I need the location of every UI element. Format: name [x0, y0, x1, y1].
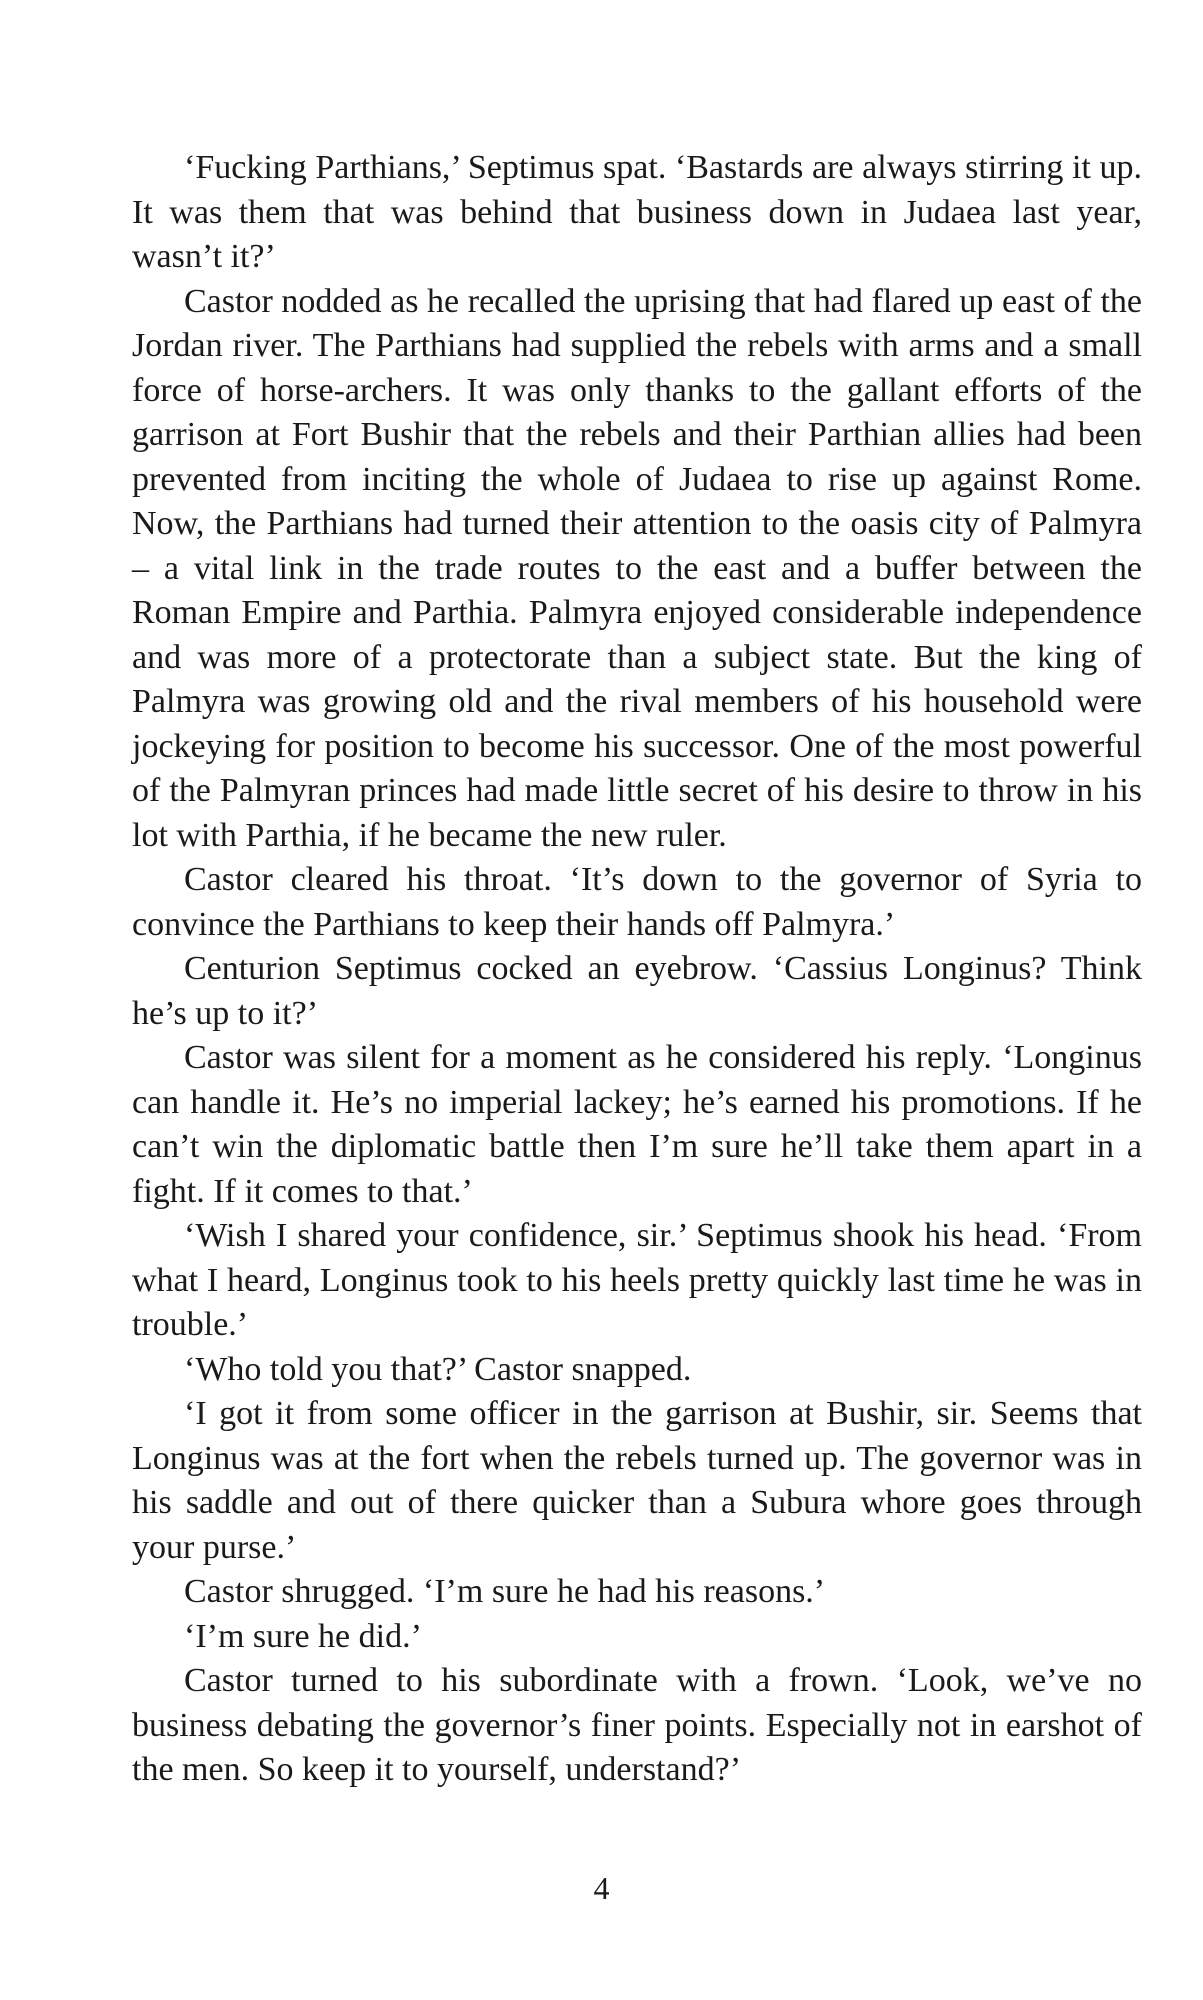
body-text: [132, 146, 1142, 1793]
paragraph: Castor shrugged. ‘I’m sure he had his reasons.’: [184, 1573, 826, 1610]
paragraph: ‘Who told you that?’ Castor snapped.: [184, 1350, 692, 1388]
paragraph: ‘Fucking Parthians,’ Septimus spat. ‘Bastards are always stirring it up. It was them that was behind that business down in Judaea last year, wasn’t it?’: [132, 149, 1142, 275]
paragraph: Castor was silent for a moment as he considered his reply. ‘Longinus can handle it. He’s no imperial lackey; he’s earned his promotions. If he can’t win the diplomatic battle then I’m sure he’ll take them apart in a fight. If it comes to that.’: [132, 1039, 1142, 1210]
page-number: 4: [593, 1870, 610, 1906]
paragraph: Centurion Septimus cocked an eyebrow. ‘Cassius Longinus? Think he’s up to it?’: [132, 950, 1142, 1032]
paragraph: ‘I’m sure he did.’: [184, 1617, 422, 1655]
paragraph: ‘I got it from some officer in the garrison at Bushir, sir. Seems that Longinus was at the fort when the rebels turned up. The governor was in his saddle and out of there quicker than a Subura whore goes through your purse.’: [132, 1395, 1142, 1566]
paragraph: Castor turned to his subordinate with a frown. ‘Look, we’ve no business debating the governor’s finer points. Especially not in earshot of the men. So keep it to yourself, understand?’: [132, 1662, 1142, 1788]
paragraph: ‘Wish I shared your confidence, sir.’ Septimus shook his head. ‘From what I heard, Longinus took to his heels pretty quickly last time he was in trouble.’: [132, 1217, 1142, 1343]
paragraph: Castor cleared his throat. ‘It’s down to the governor of Syria to convince the Parthians to keep their hands off Palmyra.’: [132, 861, 1142, 943]
paragraph: Castor nodded as he recalled the uprising that had flared up east of the Jordan river. The Parthians had supplied the rebels with arms and a small force of horse-archers. It was only thanks to the gallant efforts of the garrison at Fort Bushir that the rebels and their Parthian allies had been prevented from inciting the whole of Judaea to rise up against Rome. Now, the Parthians had turned their attention to the oasis city of Palmyra – a vital link in the trade routes to the east and a buffer between the Roman Empire and Parthia. Palmyra enjoyed considerable independence and was more of a protectorate than a subject state. But the king of Palmyra was growing old and the rival members of his household were jockeying for position to become his successor. One of the most powerful of the Palmyran princes had made little secret of his desire to throw in his lot with Parthia, if he became the new ruler.: [132, 282, 1142, 854]
